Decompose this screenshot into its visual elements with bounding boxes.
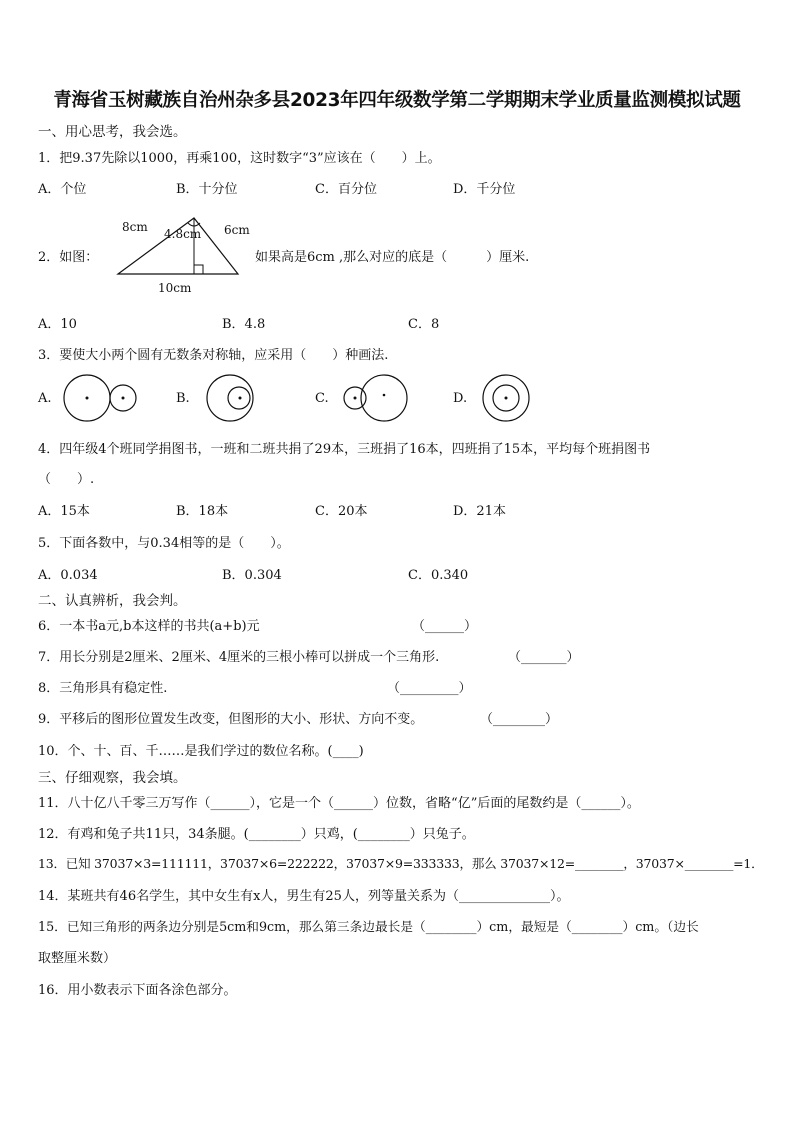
question-2: 如果高是6cm ,那么对应的底是（ ）厘米. xyxy=(255,250,530,265)
section-heading-2: 二、认真辨析，我会判。 xyxy=(38,593,187,609)
question-9-blank: （________） xyxy=(480,712,559,727)
q1-option-a: A．个位 xyxy=(38,182,87,197)
question-12: 12．有鸡和兔子共11只，34条腿。(________）只鸡，(________）只兔子。 xyxy=(38,827,475,842)
circles-option-c-figure xyxy=(340,373,412,423)
question-8: 8．三角形具有稳定性. xyxy=(38,681,168,696)
question-7-blank: （_______） xyxy=(508,650,580,665)
question-6-blank: （______） xyxy=(412,619,478,634)
triangle-base-label: 10cm xyxy=(158,281,192,295)
question-7: 7．用长分别是2厘米、2厘米、4厘米的三根小棒可以拼成一个三角形. xyxy=(38,650,440,665)
triangle-left-side-label: 8cm xyxy=(122,220,148,234)
circles-option-a-figure xyxy=(60,373,140,423)
section-heading-3: 三、仔细观察，我会填。 xyxy=(38,770,187,786)
question-10: 10．个、十、百、千……是我们学过的数位名称。(____) xyxy=(38,744,364,759)
question-16: 16．用小数表示下面各涂色部分。 xyxy=(38,983,237,998)
q3-option-a: A. xyxy=(38,391,52,406)
q4-option-a: A．15本 xyxy=(38,504,90,519)
q2-option-c: C．8 xyxy=(408,317,440,332)
q4-option-c: C．20本 xyxy=(315,504,368,519)
q3-option-c: C. xyxy=(315,391,329,406)
q4-option-d: D．21本 xyxy=(453,504,506,519)
q1-option-d: D．千分位 xyxy=(453,182,516,197)
question-13: 13．已知 37037×3=111111，37037×6=222222，37037×9=333333，那么 37037×12=________，37037×________=1． xyxy=(38,856,764,871)
q5-option-c: C．0.340 xyxy=(408,568,469,583)
q3-option-d: D. xyxy=(453,391,468,406)
question-11: 11．八十亿八千零三万写作（______），它是一个（______）位数，省略“亿”后面的尾数约是（______）。 xyxy=(38,796,640,811)
q5-option-b: B．0.304 xyxy=(222,568,282,583)
circles-option-d-figure xyxy=(480,373,534,423)
question-4-blank: （ ）. xyxy=(38,472,95,487)
question-9: 9．平移后的图形位置发生改变，但图形的大小、形状、方向不变。 xyxy=(38,712,424,727)
page-title: 青海省玉树藏族自治州杂多县2023年四年级数学第二学期期末学业质量监测模拟试题 xyxy=(53,90,741,111)
q3-option-b: B. xyxy=(176,391,190,406)
question-1: 1．把9.37先除以1000，再乘100，这时数字“3”应该在（ ）上。 xyxy=(38,151,441,166)
q4-option-b: B．18本 xyxy=(176,504,229,519)
q2-option-b: B．4.8 xyxy=(222,317,266,332)
triangle-figure xyxy=(108,210,258,300)
q2-option-a: A．10 xyxy=(38,317,77,332)
q5-option-a: A．0.034 xyxy=(38,568,98,583)
question-3: 3．要使大小两个圆有无数条对称轴，应采用（ ）种画法. xyxy=(38,348,389,363)
question-15: 15．已知三角形的两条边分别是5cm和9cm，那么第三条边最长是（________）cm，最短是（________）cm。（边长 xyxy=(38,919,699,934)
question-15-continued: 取整厘米数） xyxy=(38,951,117,966)
triangle-height-label: 4.8cm xyxy=(164,227,202,241)
question-5: 5．下面各数中，与0.34相等的是（ ）。 xyxy=(38,536,290,551)
circles-option-b-figure xyxy=(203,373,257,423)
question-2-prefix: 2．如图： xyxy=(38,250,99,265)
q1-option-b: B．十分位 xyxy=(176,182,238,197)
q1-option-c: C．百分位 xyxy=(315,182,377,197)
question-8-blank: （_________） xyxy=(387,681,472,696)
question-4: 4．四年级4个班同学捐图书，一班和二班共捐了29本，三班捐了16本，四班捐了15本，平均每个班捐图书 xyxy=(38,442,651,457)
section-heading-1: 一、用心思考，我会选。 xyxy=(38,124,187,140)
question-6: 6．一本书a元,b本这样的书共(a+b)元 xyxy=(38,619,260,634)
triangle-right-side-label: 6cm xyxy=(224,223,250,237)
question-14: 14．某班共有46名学生，其中女生有x人，男生有25人，列等量关系为（______________）。 xyxy=(38,889,570,904)
